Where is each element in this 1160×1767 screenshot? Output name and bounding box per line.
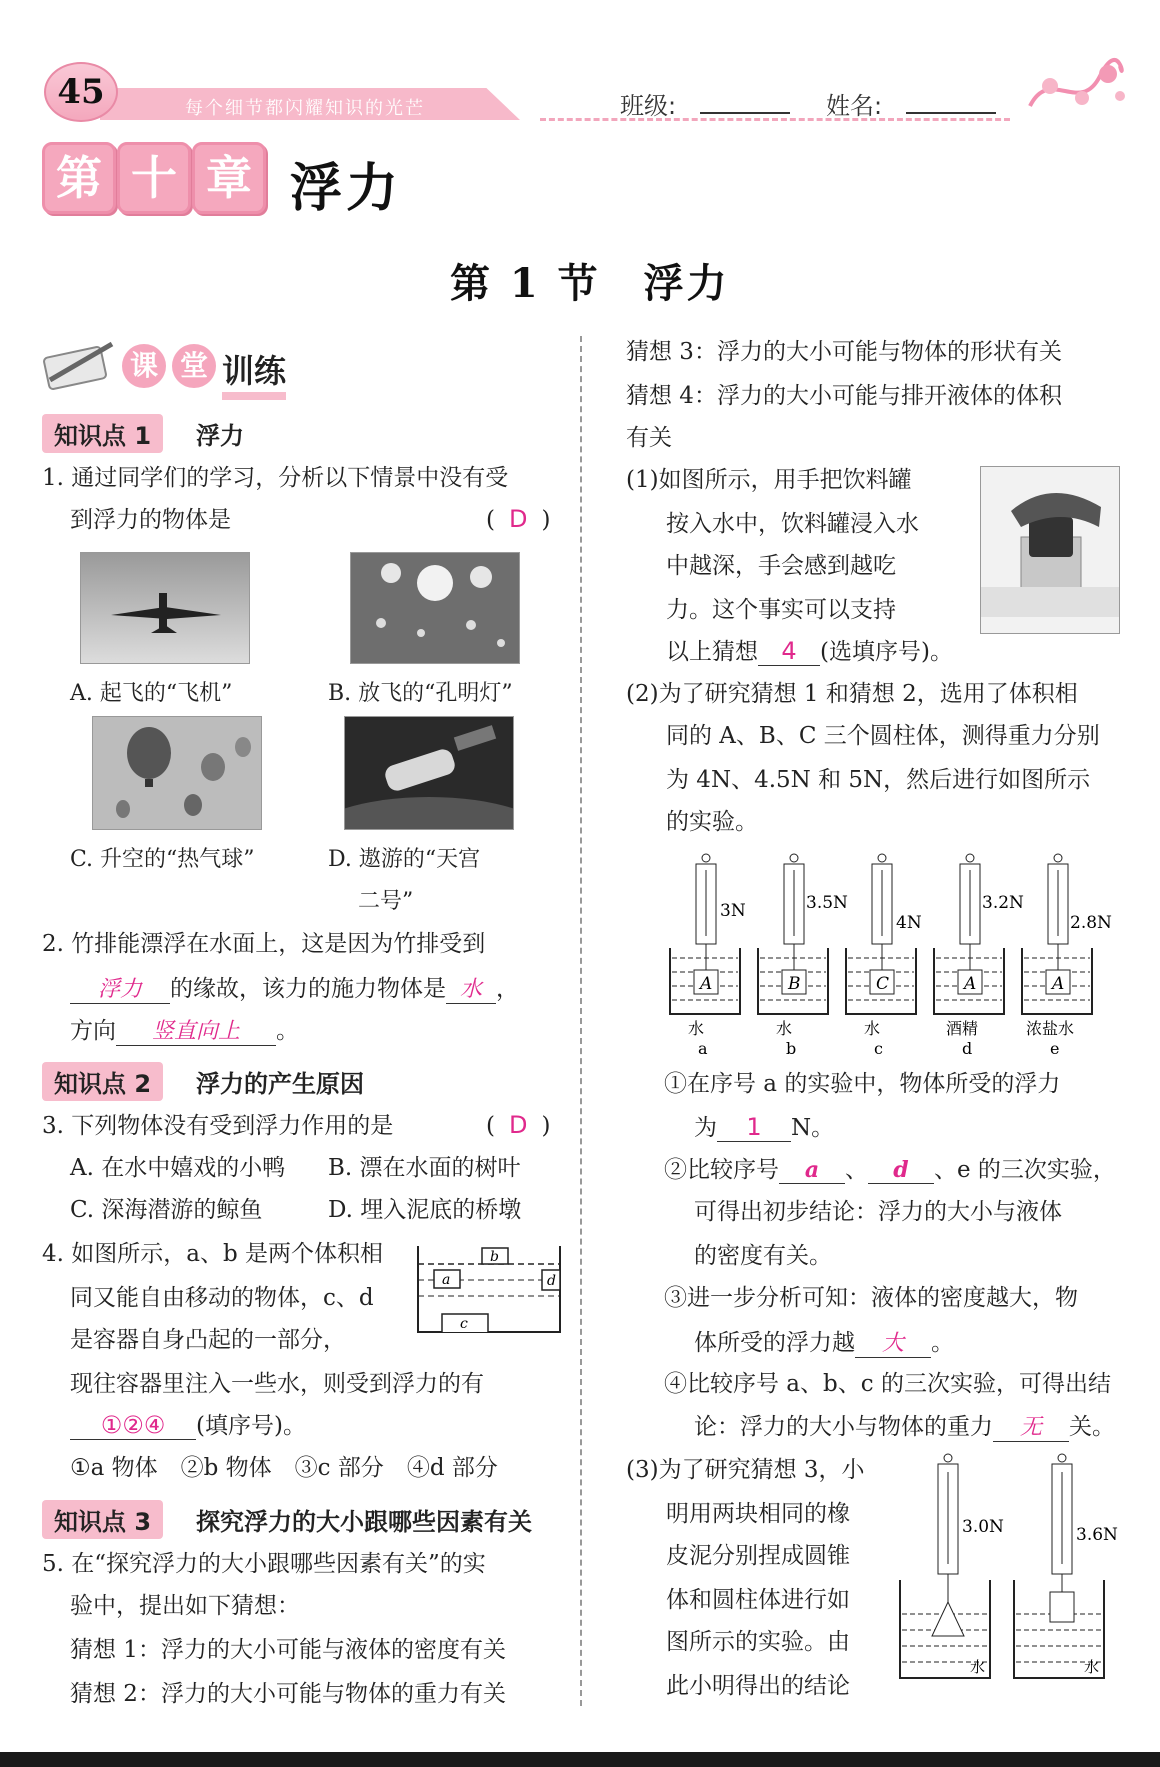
cylinder-reading: 3.6N	[1076, 1525, 1118, 1545]
q5-p1-answer: 4	[758, 637, 820, 666]
q5-guess2: 猜想 2：浮力的大小可能与物体的重力有关	[70, 1681, 506, 1707]
q2-line1: 2. 竹排能漂浮在水面上，这是因为竹排受到	[42, 931, 486, 957]
q5-s4-line2	[694, 1410, 1115, 1443]
q2-mid: 的缘故，该力的施力物体是	[170, 976, 446, 1002]
cylinder-liquid: 水	[1084, 1658, 1100, 1676]
q5-s2-answer-2: d	[868, 1157, 934, 1184]
q5-s3-line1: ③进一步分析可知：液体的密度越大，物	[664, 1285, 1078, 1311]
exp-b-reading: 3.5N	[806, 893, 848, 913]
q5-s1-answer: 1	[717, 1113, 791, 1142]
q3-option-b: B. 漂在水面的树叶	[328, 1155, 521, 1181]
chapter-title: 浮力	[290, 159, 403, 219]
class-blank[interactable]	[700, 112, 790, 114]
exp-a-seq: a	[698, 1039, 708, 1058]
q5-s4-answer: 无	[993, 1410, 1069, 1442]
exp-c-seq: c	[874, 1039, 883, 1058]
exp-d-block: A	[964, 974, 977, 994]
container-diagram	[414, 1240, 564, 1336]
name-label: 姓名:	[826, 92, 883, 120]
cone-reading: 3.0N	[962, 1517, 1004, 1537]
q5-p2-line4: 的实验。	[666, 809, 758, 835]
experiment-c	[846, 854, 922, 1058]
q5-s2-answer-1: a	[779, 1157, 845, 1184]
q4-label-c: c	[460, 1316, 468, 1332]
q1-option-a: A. 起飞的“飞机”	[70, 681, 233, 706]
kp3-title: 探究浮力的大小跟哪些因素有关	[196, 1508, 532, 1536]
q5-s2-post: 、e 的三次实验，	[934, 1157, 1116, 1183]
q5-p1-tail-b: (选填序号)。	[820, 639, 953, 665]
q5-s3-line2	[694, 1326, 954, 1359]
q5-guess3: 猜想 3：浮力的大小可能与物体的形状有关	[626, 339, 1062, 365]
q5-s4-post: 关。	[1069, 1414, 1115, 1440]
q2-line3	[70, 1014, 299, 1047]
exp-c-reading: 4N	[896, 913, 922, 933]
q5-line2: 验中，提出如下猜想：	[70, 1593, 300, 1619]
q3-option-a: A. 在水中嬉戏的小鸭	[70, 1155, 286, 1181]
q3-option-c: C. 深海潜游的鲸鱼	[70, 1197, 263, 1223]
exp-b-block: B	[788, 974, 801, 994]
column-divider	[580, 336, 582, 1706]
q1-line1: 1. 通过同学们的学习，分析以下情景中没有受	[42, 465, 509, 491]
q5-line1: 5. 在“探究浮力的大小跟哪些因素有关”的实	[42, 1551, 486, 1577]
exp-d-liquid: 酒精	[946, 1019, 979, 1038]
q5-s1-line1: ①在序号 a 的实验中，物体所受的浮力	[664, 1071, 1061, 1097]
exp-b-liquid: 水	[776, 1019, 793, 1038]
kp1-tag: 知识点 1	[42, 414, 163, 453]
q5-s2-line2: 可得出初步结论：浮力的大小与液体	[694, 1199, 1062, 1225]
q2-answer-1: 浮力	[70, 972, 170, 1004]
q5-p3-line1: (3)为了研究猜想 3，小	[626, 1457, 865, 1483]
banner-char-1: 课	[122, 344, 166, 388]
q2-end: 。	[276, 1018, 299, 1044]
q5-guess1: 猜想 1：浮力的大小可能与液体的密度有关	[70, 1637, 506, 1663]
hot-air-balloon-photo	[92, 716, 262, 830]
exp-e-liquid: 浓盐水	[1026, 1019, 1075, 1038]
q2-answer-2: 水	[446, 972, 496, 1004]
experiment-diagram	[664, 852, 1124, 1062]
experiment-d	[934, 854, 1024, 1058]
cone-liquid: 水	[970, 1658, 986, 1676]
q5-s2-sep: 、	[845, 1157, 868, 1183]
q5-s3-post: 。	[931, 1330, 954, 1356]
space-station-photo	[344, 716, 514, 830]
q5-s1-pre: 为	[694, 1115, 717, 1141]
q5-s1-post: N。	[791, 1115, 835, 1141]
q3-answer-bracket: ( D )	[486, 1111, 551, 1139]
q4-answer: ①②④	[70, 1411, 196, 1440]
q5-guess4-cont: 有关	[626, 425, 672, 451]
q5-s4-line1: ④比较序号 a、b、c 的三次实验，可得出结	[664, 1371, 1111, 1397]
experiment-b	[758, 854, 848, 1058]
q3-line1: 3. 下列物体没有受到浮力作用的是	[42, 1113, 394, 1139]
kp2-title: 浮力的产生原因	[196, 1070, 364, 1098]
flower-ornament-icon	[1020, 56, 1130, 122]
q4-line1: 4. 如图所示，a、b 是两个体积相	[42, 1241, 384, 1267]
banner-text: 训练	[222, 346, 286, 400]
kp2-tag: 知识点 2	[42, 1062, 163, 1101]
chapter-char-2: 十	[117, 142, 191, 214]
exp-e-reading: 2.8N	[1070, 913, 1112, 933]
q5-p3-line5: 图所示的实验。由	[666, 1629, 850, 1655]
q5-s4-pre: 论：浮力的大小与物体的重力	[694, 1414, 993, 1440]
q4-line4: 现往容器里注入一些水，则受到浮力的有	[70, 1371, 484, 1397]
sky-lantern-photo	[350, 552, 520, 664]
section-title: 第 1 节 浮力	[450, 260, 730, 307]
kp1-title: 浮力	[196, 422, 244, 450]
exp-c-block: C	[876, 974, 890, 994]
bottom-bar	[0, 1752, 1160, 1767]
q5-s2-line3: 的密度有关。	[694, 1243, 832, 1269]
q5-p2-line3: 为 4N、4.5N 和 5N，然后进行如图所示	[666, 767, 1091, 793]
q5-s2-pre: ②比较序号	[664, 1157, 779, 1183]
q3-option-d: D. 埋入泥底的桥墩	[328, 1197, 522, 1223]
q2-answer-3: 竖直向上	[116, 1014, 276, 1046]
q1-option-c: C. 升空的“热气球”	[70, 847, 255, 872]
q4-label-a: a	[442, 1272, 451, 1288]
exp-a-liquid: 水	[688, 1019, 705, 1038]
banner-char-2: 堂	[172, 344, 216, 388]
exp-e-block: A	[1052, 974, 1065, 994]
exp-a-reading: 3N	[720, 901, 746, 921]
chapter-char-3: 章	[192, 142, 266, 214]
q1-answer-bracket: ( D )	[486, 505, 551, 533]
experiment-e	[1022, 854, 1112, 1058]
q4-label-b: b	[490, 1249, 499, 1265]
header-slogan: 每个细节都闪耀知识的光芒	[185, 98, 425, 119]
q4-options: ①a 物体 ②b 物体 ③c 部分 ④d 部分	[70, 1455, 498, 1481]
q4-line5	[70, 1410, 306, 1442]
name-blank[interactable]	[906, 112, 996, 114]
q5-p3-line3: 皮泥分别捏成圆锥	[666, 1543, 850, 1569]
kp3-tag: 知识点 3	[42, 1500, 163, 1539]
q5-p1-line1: (1)如图所示，用手把饮料罐	[626, 467, 912, 493]
class-label: 班级:	[620, 92, 677, 120]
page-number: 45	[44, 62, 118, 122]
q5-p1-line3: 中越深，手会感到越吃	[666, 553, 896, 579]
header-dashed-line	[540, 118, 1010, 121]
q5-s1-line2	[694, 1112, 834, 1144]
q1-answer: D	[508, 505, 528, 533]
exp-c-liquid: 水	[864, 1019, 881, 1038]
cylinder-experiment	[1014, 1454, 1118, 1678]
q4-fill: (填序号)。	[196, 1413, 306, 1439]
q5-s3-answer: 大	[855, 1326, 931, 1358]
exp-a-block: A	[700, 974, 713, 994]
hand-can-photo	[980, 466, 1120, 634]
q4-line2: 同又能自由移动的物体，c、d	[70, 1285, 374, 1311]
exp-b-seq: b	[786, 1039, 797, 1058]
q5-s3-pre: 体所受的浮力越	[694, 1330, 855, 1356]
q5-p1-line4: 力。这个事实可以支持	[666, 597, 896, 623]
q1-option-d: D. 遨游的“天宫	[328, 847, 481, 872]
q5-p3-line4: 体和圆柱体进行如	[666, 1587, 850, 1613]
cone-experiment	[900, 1454, 1004, 1678]
q4-line3: 是容器自身凸起的一部分，	[70, 1327, 346, 1353]
notebook-pen-icon	[40, 338, 120, 390]
q1-option-b: B. 放飞的“孔明灯”	[328, 681, 513, 706]
q5-p1-line2: 按入水中，饮料罐浸入水	[666, 511, 919, 537]
chapter-char-1: 第	[42, 142, 116, 214]
q5-p3-line6: 此小明得出的结论	[666, 1673, 850, 1699]
q5-p3-line2: 明用两块相同的橡	[666, 1501, 850, 1527]
q2-line2	[70, 972, 519, 1005]
q5-s2-line1	[664, 1154, 1116, 1186]
exp-d-reading: 3.2N	[982, 893, 1024, 913]
experiment-a	[670, 854, 746, 1058]
shape-experiment-diagram	[890, 1452, 1130, 1688]
q3-answer: D	[508, 1111, 528, 1139]
q5-p1-tail-a: 以上猜想	[666, 639, 758, 665]
q2-tail: ，	[496, 976, 519, 1002]
q5-p2-line2: 同的 A、B、C 三个圆柱体，测得重力分别	[666, 723, 1100, 749]
q4-label-d: d	[547, 1273, 556, 1289]
airplane-photo	[80, 552, 250, 664]
exp-e-seq: e	[1050, 1039, 1060, 1058]
q1-line2: 到浮力的物体是	[70, 507, 231, 533]
q2-dir-label: 方向	[70, 1018, 116, 1044]
q5-p2-line1: (2)为了研究猜想 1 和猜想 2，选用了体积相	[626, 681, 1078, 707]
exp-d-seq: d	[962, 1039, 973, 1058]
q5-guess4: 猜想 4：浮力的大小可能与排开液体的体积	[626, 383, 1062, 409]
q5-p1-line5	[666, 636, 953, 668]
q1-option-d-cont: 二号”	[358, 889, 414, 914]
